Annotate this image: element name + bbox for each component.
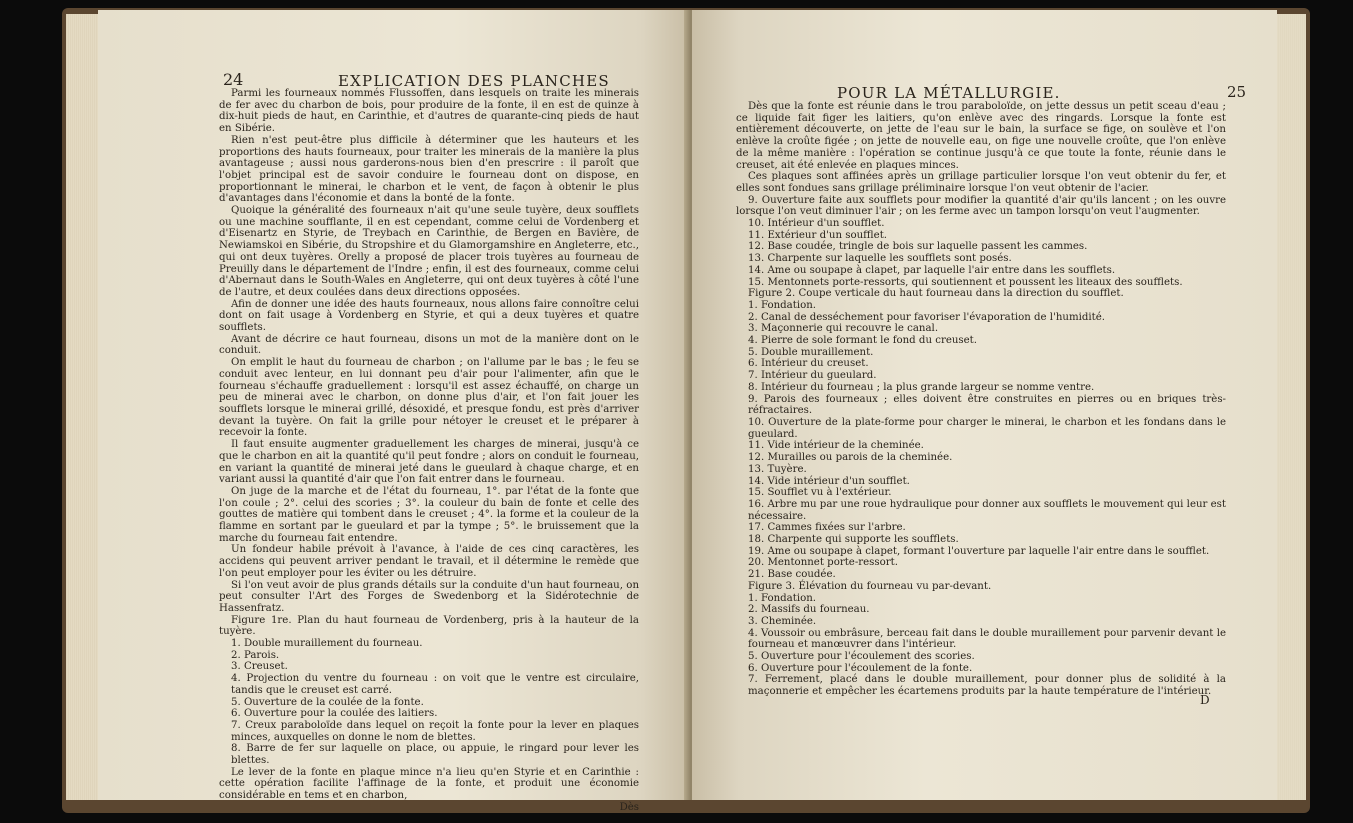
signature-mark: D: [1200, 693, 1210, 707]
list-item: 3. Creuset.: [231, 661, 288, 673]
paragraph: Si l'on veut avoir de plus grands détails sur la conduite d'un haut fourneau, on peut consulter l'Art des Forges de Swedenborg et la Sidérotechnie de Hassenfratz.: [219, 579, 639, 614]
paragraph: Rien n'est peut-être plus difficile à déterminer que les hauteurs et les proportions des hauts fourneaux, pour traiter les minerais de la manière la plus avantageuse ; aussi nous garderons-nous bien d'en prescrire : il paroît que l'objet principal est de savoir conduire le fourneau dont on dispose, en proportionnant le minerai, le charbon et le vent, de façon à obtenir le plus d'avantages dans l'économie et dans la bonté de la fonte.: [219, 134, 639, 205]
list-item: 1. Double muraillement du fourneau.: [231, 638, 423, 650]
list-item: 14. Ame ou soupape à clapet, par laquelle l'air entre dans les soufflets.: [748, 264, 1116, 276]
page-number: 24: [223, 70, 244, 89]
page-body: [219, 88, 639, 814]
list-item: 7. Intérieur du gueulard.: [748, 370, 877, 382]
right-page: [692, 10, 1277, 800]
list-item: 2. Parois.: [231, 649, 280, 661]
list-item: 17. Cammes fixées sur l'arbre.: [748, 522, 906, 534]
list-item: 6. Ouverture pour la coulée des laitiers.: [231, 708, 438, 720]
paragraph: Quoique la généralité des fourneaux n'ait qu'une seule tuyère, deux soufflets ou une machine soufflante, il en est cependant, comme celui de Vordenberg et d'Eisenartz en Styrie, de Treybach en Carinthie, de Bergen en Bavière, de Newiamskoi en Sibérie, du Stropshire et du Glamorgamshire en Angleterre, etc., qui ont deux tuyères. Orelly a proposé de placer trois tuyères au fourneau de Preuilly dans le département de l'Indre ; enfin, il est des fourneaux, comme celui d'Abernaut dans le South-Wales en Angleterre, qui ont deux tuyères à côté l'une de l'autre, et deux coulées dans deux directions opposées.: [219, 205, 639, 298]
paragraph: Ces plaques sont affinées après un grillage particulier lorsque l'on veut obtenir du fer, et elles sont fondues sans grillage préliminaire lorsque l'on veut obtenir de l'acier.: [736, 171, 1226, 194]
list-item: 1. Fondation.: [748, 592, 817, 604]
list-item: 10. Intérieur d'un soufflet.: [748, 218, 885, 230]
list-item: 3. Maçonnerie qui recouvre le canal.: [748, 323, 939, 335]
list-item: 7. Ferrement, placé dans le double muraillement, pour donner plus de solidité à la maçonnerie et empêcher les écartemens produits par la haute température de l'intérieur.: [748, 674, 1226, 698]
list-item: 7. Creux paraboloïde dans lequel on reçoit la fonte pour la lever en plaques minces, auxquelles on donne le nom de blettes.: [231, 719, 639, 743]
list-item: Figure 2. Coupe verticale du haut fourneau dans la direction du soufflet.: [748, 288, 1124, 300]
paragraph: Un fondeur habile prévoit à l'avance, à l'aide de ces cinq caractères, les accidens qui peuvent arriver pendant le travail, et il détermine le remède que l'on peut employer pour les éviter ou les détruire.: [219, 544, 639, 579]
list-item: 5. Ouverture de la coulée de la fonte.: [231, 696, 424, 708]
page-body: [736, 101, 1226, 698]
list-item: 6. Ouverture pour l'écoulement de la fonte.: [748, 662, 973, 674]
list-item: 13. Tuyère.: [748, 463, 807, 475]
list-item: 4. Voussoir ou embrâsure, berceau fait dans le double muraillement pour parvenir devant le fourneau et manœuvrer dans l'intérieur.: [748, 627, 1226, 651]
right-page-edges: [1274, 14, 1306, 800]
list-item: 12. Murailles ou parois de la cheminée.: [748, 452, 953, 464]
list-item: 10. Ouverture de la plate-forme pour charger le minerai, le charbon et les fondans dans le gueulard.: [748, 416, 1226, 440]
list-item: 8. Intérieur du fourneau ; la plus grande largeur se nomme ventre.: [748, 381, 1095, 393]
list-item: 18. Charpente qui supporte les soufflets.: [748, 534, 959, 546]
paragraph: 9. Ouverture faite aux soufflets pour modifier la quantité d'air qu'ils lancent ; on les ouvre lorsque l'on veut diminuer l'air ; on les ferme avec un tampon lorsqu'on veut l'augmenter.: [736, 194, 1226, 218]
list-item: 11. Extérieur d'un soufflet.: [748, 229, 888, 241]
list-item: 12. Base coudée, tringle de bois sur laquelle passent les cammes.: [748, 241, 1088, 253]
list-item: 6. Intérieur du creuset.: [748, 358, 869, 370]
item-list: [736, 218, 1226, 698]
list-item: 11. Vide intérieur de la cheminée.: [748, 440, 924, 452]
list-item: 21. Base coudée.: [748, 569, 836, 581]
list-item: 14. Vide intérieur d'un soufflet.: [748, 475, 910, 487]
list-item: 16. Arbre mu par une roue hydraulique pour donner aux soufflets le mouvement qui leur est nécessaire.: [748, 498, 1226, 522]
running-title: POUR LA MÉTALLURGIE.: [837, 84, 1061, 102]
list-item: 2. Massifs du fourneau.: [748, 604, 870, 616]
left-page-edges: [66, 14, 100, 800]
list-item: 13. Charpente sur laquelle les soufflets sont posés.: [748, 253, 1012, 265]
paragraph: Avant de décrire ce haut fourneau, disons un mot de la manière dont on le conduit.: [219, 333, 639, 357]
paragraph: Figure 1re. Plan du haut fourneau de Vordenberg, pris à la hauteur de la tuyère.: [219, 614, 639, 638]
list-item: 20. Mentonnet porte-ressort.: [748, 557, 898, 569]
paragraph: Parmi les fourneaux nommés Flussoffen, dans lesquels on traite les minerais de fer avec du charbon de bois, pour produire de la fonte, il en est de quinze à dix-huit pieds de haut, en Carinthie, et d'autres de quarante-cinq pieds de haut en Sibérie.: [219, 88, 639, 135]
running-title: EXPLICATION DES PLANCHES: [338, 72, 610, 90]
page-number: 25: [1227, 83, 1247, 101]
left-page: [98, 10, 688, 813]
list-item: 2. Canal de desséchement pour favoriser l'évaporation de l'humidité.: [748, 311, 1106, 323]
list-item: 8. Barre de fer sur laquelle on place, ou appuie, le ringard pour lever les blettes.: [231, 743, 639, 767]
paragraph: Il faut ensuite augmenter graduellement les charges de minerai, jusqu'à ce que le charbon en ait la quantité qu'il peut fondre ; alors on conduit le fourneau, en variant la quantité de minerai jeté dans le gueulard à chaque charge, et en variant aussi la quantité d'air que l'on fait entrer dans le fourneau.: [219, 439, 639, 486]
catchword: Dès: [619, 801, 639, 813]
closing-paragraph: Le lever de la fonte en plaque mince n'a lieu qu'en Styrie et en Carinthie : cette opération facilite l'affinage de la fonte, et produit une économie considérable en tems et en charbon,: [219, 766, 639, 802]
paragraph: Dès que la fonte est réunie dans le trou paraboloïde, on jette dessus un petit sceau d'eau ; ce liquide fait figer les laitiers, qu'on enlève avec des ringards. Lorsque la fonte est entièrement découverte, on jette de l'eau sur le bain, la surface se fige, on soulève et l'on enlève la croûte figée ; on jette de nouvelle eau, on fige une nouvelle croûte, que l'on enlève de la même manière : l'opération se continue jusqu'à ce que toute la fonte, réunie dans le creuset, ait été enlevée en plaques minces.: [736, 101, 1226, 171]
list-item: 4. Pierre de sole formant le fond du creuset.: [748, 335, 978, 347]
list-item: 5. Double muraillement.: [748, 346, 874, 358]
list-item: 1. Fondation.: [748, 299, 817, 311]
list-item: 15. Soufflet vu à l'extérieur.: [748, 487, 892, 499]
list-item: 19. Ame ou soupape à clapet, formant l'ouverture par laquelle l'air entre dans le soufflet.: [748, 545, 1210, 557]
list-item: Figure 3. Élévation du fourneau vu par-devant.: [748, 580, 992, 592]
list-item: 3. Cheminée.: [748, 615, 817, 627]
paragraph: Afin de donner une idée des hauts fourneaux, nous allons faire connoître celui dont on fait usage à Vordenberg en Styrie, et qui a deux tuyères et quatre soufflets.: [219, 298, 639, 334]
paragraph: On emplit le haut du fourneau de charbon ; on l'allume par le bas ; le feu se conduit avec lenteur, en lui donnant peu d'air pour l'alimenter, afin que le fourneau s'échauffe graduellement : lorsqu'il est assez échauffé, on charge un peu de minerai avec le charbon, on donne plus d'air, et l'on fait jouer les soufflets lorsque le minerai grillé, désoxidé, et presque fondu, est près d'arriver devant la tuyère. On fait la grille pour nétoyer le creuset et le préparer à recevoir la fonte.: [219, 357, 639, 439]
paragraph: On juge de la marche et de l'état du fourneau, 1°. par l'état de la fonte que l'on coule ; 2°. celui des scories ; 3°. la couleur du bain de fonte et celle des gouttes de matière qui tombent dans le creuset ; 4°. la forme et la couleur de la flamme en sortant par le gueulard et par la tympe ; 5°. le bruissement que la marche du fourneau fait entendre.: [219, 485, 639, 544]
list-item: 5. Ouverture pour l'écoulement des scories.: [748, 651, 975, 663]
list-item: 15. Mentonnets porte-ressorts, qui soutiennent et poussent les liteaux des soufflets.: [748, 276, 1183, 288]
list-item: 4. Projection du ventre du fourneau : on voit que le ventre est circulaire, tandis que le creuset est carré.: [231, 673, 639, 696]
list-item: 9. Parois des fourneaux ; elles doivent être construites en pierres ou en briques très-réfractaires.: [748, 393, 1226, 417]
